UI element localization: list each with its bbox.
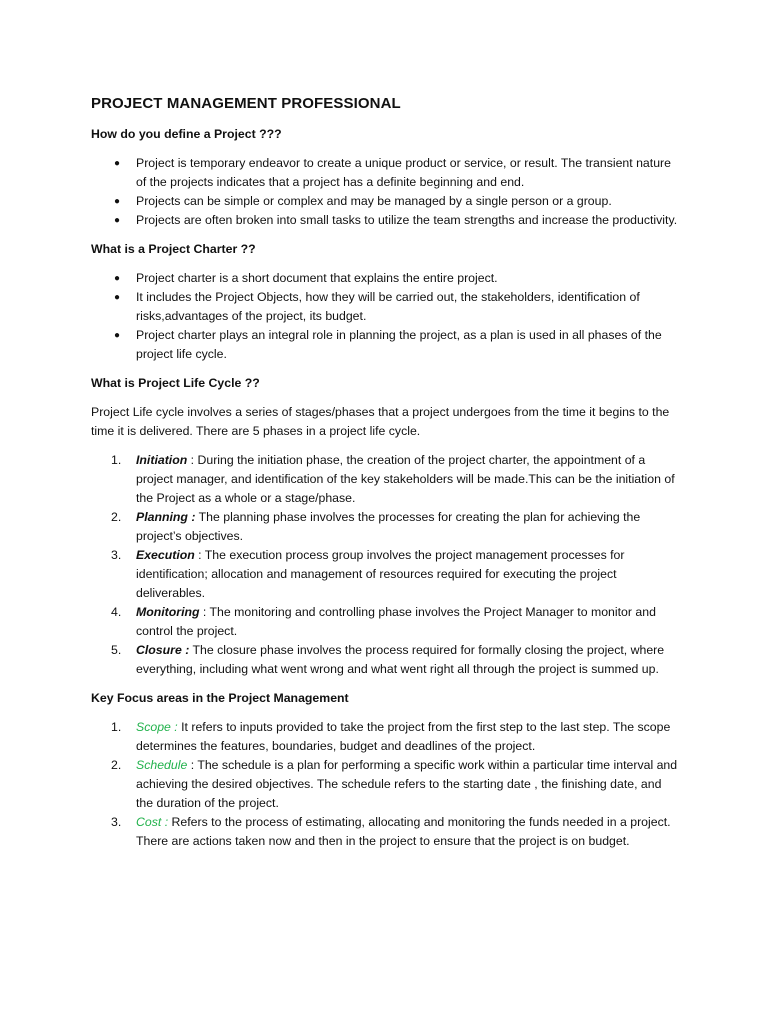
phase-item-monitoring: 4. Monitoring : The monitoring and controlling phase involves the Project Manager to monitor and control the project. <box>111 605 656 638</box>
bullet-icon: ● <box>114 215 121 226</box>
list-item-text: It includes the Project Objects, how they will be carried out, the stakeholders, identification of risks,advantages of the project, its budget. <box>136 290 640 323</box>
phase-term: Closure : <box>136 643 190 657</box>
bullet-icon: ● <box>114 158 121 169</box>
list-item-text: Projects are often broken into small tasks to utilize the team strengths and increase the productivity. <box>136 213 678 227</box>
focus-term: Schedule <box>136 758 188 772</box>
define-project-list <box>91 154 678 230</box>
list-number: 3. <box>111 815 122 829</box>
focus-item-cost <box>91 813 678 851</box>
phase-description: During the initiation phase, the creation of the project charter, the appointment of a project manager, and identification of the key stakeholders will be made.This can be the initiation of the Project as a whole or a stage/phase. <box>136 453 675 505</box>
document-title: PROJECT MANAGEMENT PROFESSIONAL <box>91 95 401 112</box>
heading-project-life-cycle: What is Project Life Cycle ?? <box>91 376 260 390</box>
list-item <box>91 192 678 211</box>
focus-term: Scope : <box>136 720 178 734</box>
key-focus-areas-list <box>91 718 678 851</box>
phase-description: The closure phase involves the process required for formally closing the project, where everything, including what went wrong and what went right all through the project is summed up. <box>136 643 665 676</box>
list-item-text: Projects can be simple or complex and may be managed by a single person or a group. <box>136 194 612 208</box>
list-item-text: Project charter is a short document that explains the entire project. <box>136 271 498 285</box>
list-number: 5. <box>111 643 122 657</box>
focus-description: Refers to the process of estimating, allocating and monitoring the funds needed in a project. There are actions taken now and then in the project to ensure that the project is on budget. <box>136 815 671 848</box>
list-number: 2. <box>111 758 122 772</box>
heading-key-focus-areas: Key Focus areas in the Project Management <box>91 691 349 705</box>
focus-term: Cost : <box>136 815 169 829</box>
list-number: 1. <box>111 720 122 734</box>
bullet-icon: ● <box>114 273 121 284</box>
list-item-text: Project charter plays an integral role in planning the project, as a plan is used in all phases of the project life cycle. <box>136 328 662 361</box>
phase-item-planning <box>91 508 678 546</box>
life-cycle-phases-list <box>91 451 678 679</box>
phase-description: The monitoring and controlling phase involves the Project Manager to monitor and control the project. <box>136 605 656 638</box>
phase-term: Planning : <box>136 510 196 524</box>
project-charter-list <box>91 269 678 364</box>
phase-item-execution: 3. Execution : The execution process group involves the project management processes for identification; allocation and management of resources required for executing the project deliverables. <box>111 548 625 600</box>
list-number: 1. <box>111 453 122 467</box>
phase-term: Initiation <box>136 453 188 467</box>
list-number: 2. <box>111 510 122 524</box>
list-item <box>91 288 678 326</box>
heading-project-charter: What is a Project Charter ?? <box>91 242 256 256</box>
bullet-icon: ● <box>114 330 121 341</box>
bullet-icon: ● <box>114 196 121 207</box>
focus-item-schedule: 2. Schedule : The schedule is a plan for performing a specific work within a particular time interval and achieving the desired objectives. The schedule refers to the starting date , the finishing date, and the duration of the project. <box>111 758 678 810</box>
life-cycle-intro: Project Life cycle involves a series of stages/phases that a project undergoes from the time it begins to the time it is delivered. There are 5 phases in a project life cycle. <box>91 405 670 438</box>
list-item <box>91 326 678 364</box>
list-number: 3. <box>111 548 122 562</box>
list-item <box>91 211 678 230</box>
list-item <box>91 269 678 288</box>
phase-item-closure <box>91 641 678 679</box>
phase-term: Monitoring <box>136 605 200 619</box>
focus-description: The schedule is a plan for performing a specific work within a particular time interval and achieving the desired objectives. The schedule refers to the starting date , the finishing date, and the duration of the project. <box>136 758 678 810</box>
phase-item-initiation: 1. Initiation : During the initiation phase, the creation of the project charter, the appointment of a project manager, and identification of the key stakeholders will be made.This can be the initiation of the Project as a whole or a stage/phase. <box>111 453 675 505</box>
phase-description: The planning phase involves the processes for creating the plan for achieving the project’s objectives. <box>136 510 641 543</box>
list-item <box>91 154 678 192</box>
bullet-icon: ● <box>114 292 121 303</box>
list-number: 4. <box>111 605 122 619</box>
phase-description: The execution process group involves the project management processes for identification; allocation and management of resources required for executing the project deliverables. <box>136 548 625 600</box>
focus-item-scope <box>91 718 678 756</box>
heading-define-project: How do you define a Project ??? <box>91 127 282 141</box>
phase-term: Execution <box>136 548 195 562</box>
focus-description: It refers to inputs provided to take the project from the first step to the last step. The scope determines the features, boundaries, budget and deadlines of the project. <box>136 720 671 753</box>
list-item-text: Project is temporary endeavor to create a unique product or service, or result. The transient nature of the projects indicates that a project has a definite beginning and end. <box>136 156 671 189</box>
